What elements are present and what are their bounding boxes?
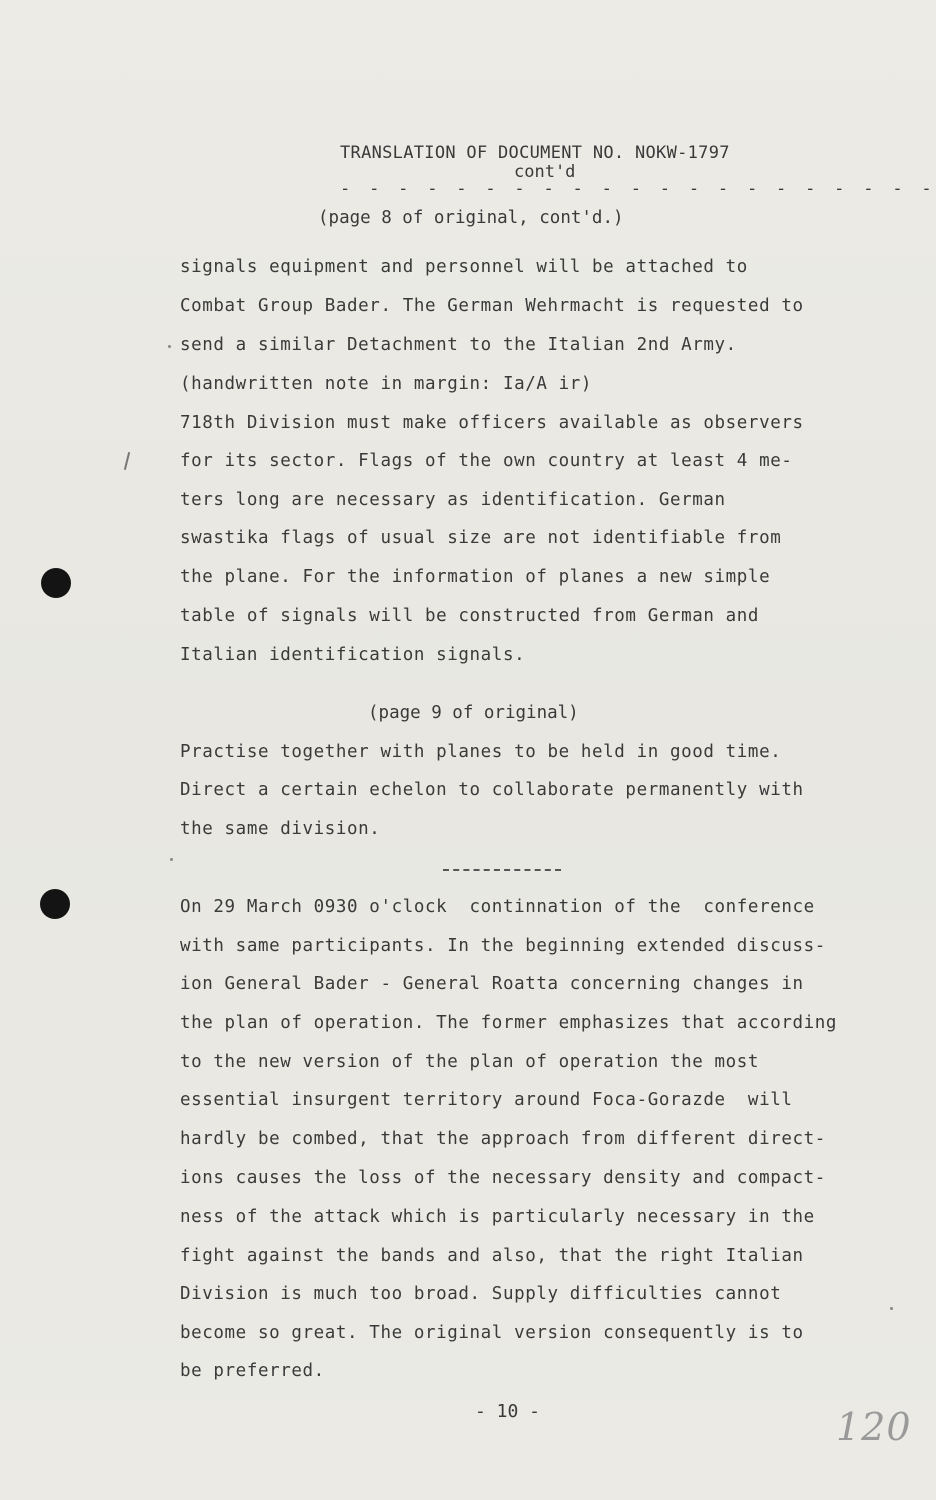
text-line: the same division. bbox=[180, 819, 381, 839]
margin-mark bbox=[124, 452, 130, 470]
text-line: fight against the bands and also, that the right Italian bbox=[180, 1246, 804, 1266]
text-line: to the new version of the plan of operation the most bbox=[180, 1052, 760, 1072]
text-line: the plan of operation. The former emphasizes that according bbox=[180, 1013, 838, 1033]
text-line: ters long are necessary as identification. German bbox=[180, 490, 726, 510]
text-line: Division is much too broad. Supply difficulties cannot bbox=[180, 1284, 782, 1304]
handwritten-page-number: 120 bbox=[836, 1405, 912, 1449]
text-line: (handwritten note in margin: Ia/A ir) bbox=[180, 374, 593, 394]
text-line: Italian identification signals. bbox=[180, 645, 526, 665]
margin-speck bbox=[170, 858, 173, 861]
text-line: On 29 March 0930 o'clock continnation of the conference bbox=[180, 897, 815, 917]
text-line: be preferred. bbox=[180, 1361, 325, 1381]
text-line: swastika flags of usual size are not identifiable from bbox=[180, 528, 782, 548]
section-divider bbox=[443, 869, 561, 871]
margin-speck bbox=[890, 1307, 893, 1310]
punch-hole-bottom bbox=[40, 889, 70, 919]
text-line: become so great. The original version consequently is to bbox=[180, 1323, 804, 1343]
margin-speck bbox=[168, 345, 171, 348]
text-line: signals equipment and personnel will be attached to bbox=[180, 257, 748, 277]
page-reference-first: (page 8 of original, cont'd.) bbox=[318, 208, 624, 228]
text-line: Practise together with planes to be held in good time. bbox=[180, 742, 782, 762]
document-title: TRANSLATION OF DOCUMENT NO. NOKW-1797 bbox=[340, 143, 730, 163]
text-line: ions causes the loss of the necessary density and compact- bbox=[180, 1168, 826, 1188]
page-reference-second: (page 9 of original) bbox=[368, 703, 579, 723]
text-line: table of signals will be constructed from German and bbox=[180, 606, 760, 626]
text-line: for its sector. Flags of the own country at least 4 me- bbox=[180, 451, 793, 471]
text-line: Direct a certain echelon to collaborate permanently with bbox=[180, 780, 804, 800]
text-line: Combat Group Bader. The German Wehrmacht is requested to bbox=[180, 296, 804, 316]
page-number: - 10 - bbox=[475, 1401, 541, 1422]
text-line: hardly be combed, that the approach from different direct- bbox=[180, 1129, 826, 1149]
punch-hole-top bbox=[41, 568, 71, 598]
text-line: the plane. For the information of planes a new simple bbox=[180, 567, 771, 587]
text-line: essential insurgent territory around Foca-Gorazde will bbox=[180, 1090, 793, 1110]
text-line: send a similar Detachment to the Italian 2nd Army. bbox=[180, 335, 737, 355]
document-subtitle: cont'd bbox=[514, 162, 576, 182]
text-line: 718th Division must make officers available as observers bbox=[180, 413, 804, 433]
text-line: ness of the attack which is particularly necessary in the bbox=[180, 1207, 815, 1227]
text-line: with same participants. In the beginning extended discuss- bbox=[180, 936, 826, 956]
header-dash-rule: - - - - - - - - - - - - - - - - - - - - - bbox=[340, 179, 936, 199]
text-line: ion General Bader - General Roatta concerning changes in bbox=[180, 974, 804, 994]
